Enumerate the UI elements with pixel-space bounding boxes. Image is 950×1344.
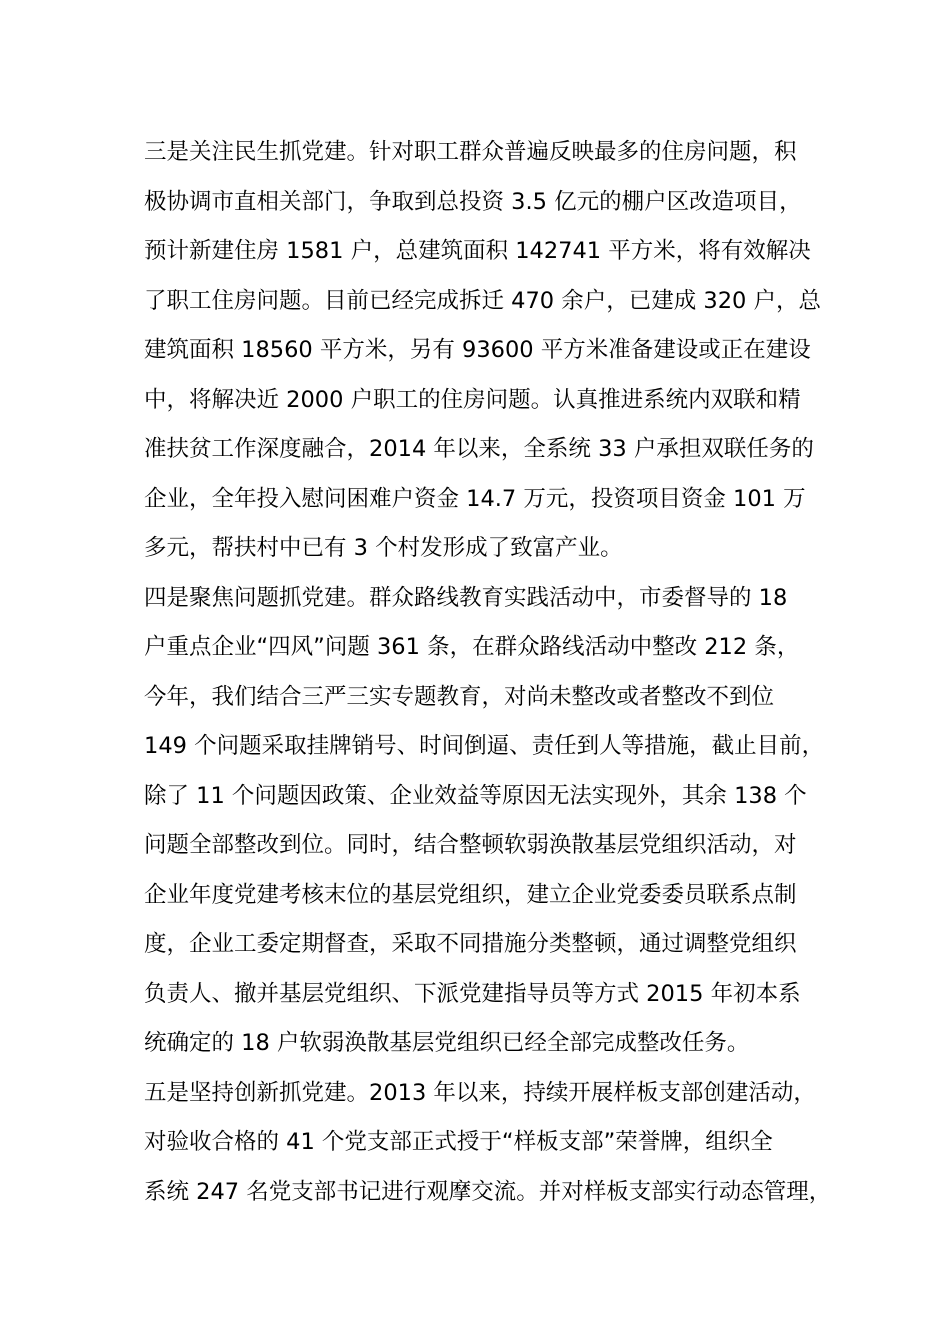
text-line: 除了 11 个问题因政策、企业效益等原因无法实现外，其余 138 个 xyxy=(144,782,807,809)
text-line: 企业，全年投入慰问困难户资金 14.7 万元，投资项目资金 101 万 xyxy=(144,485,806,512)
text-line: 准扶贫工作深度融合，2014 年以来，全系统 33 户承担双联任务的 xyxy=(144,436,814,462)
text-line: 极协调市直相关部门，争取到总投资 3.5 亿元的棚户区改造项目， xyxy=(144,188,802,215)
text-line: 系统 247 名党支部书记进行观摩交流。并对样板支部实行动态管理， xyxy=(144,1178,832,1205)
text-line: 度，企业工委定期督查，采取不同措施分类整顿，通过调整党组织 xyxy=(144,931,797,957)
text-line: 问题全部整改到位。同时，结合整顿软弱涣散基层党组织活动，对 xyxy=(144,832,797,858)
text-line: 三是关注民生抓党建。针对职工群众普遍反映最多的住房问题，积 xyxy=(144,139,797,165)
text-line: 企业年度党建考核末位的基层党组织，建立企业党委委员联系点制 xyxy=(144,881,797,908)
text-line: 预计新建住房 1581 户，总建筑面积 142741 平方米，将有效解决 xyxy=(144,238,811,264)
text-line: 对验收合格的 41 个党支部正式授于“样板支部”荣誉牌，组织全 xyxy=(144,1129,773,1155)
text-line: 了职工住房问题。目前已经完成拆迁 470 余户，已建成 320 户，总 xyxy=(144,287,822,314)
text-line: 今年，我们结合三严三实专题教育，对尚未整改或者整改不到位 xyxy=(144,683,775,710)
text-line: 五是坚持创新抓党建。2013 年以来，持续开展样板支部创建活动， xyxy=(144,1079,816,1106)
text-line: 四是聚焦问题抓党建。群众路线教育实践活动中，市委督导的 18 xyxy=(144,584,788,611)
text-line: 中，将解决近 2000 户职工的住房问题。认真推进系统内双联和精 xyxy=(144,386,801,413)
paragraph-livelihood xyxy=(144,128,824,574)
paragraph-problem-focus xyxy=(144,574,824,1069)
text-line: 户重点企业“四风”问题 361 条，在群众路线活动中整改 212 条， xyxy=(144,634,800,660)
document-body xyxy=(144,128,832,1217)
text-line: 建筑面积 18560 平方米，另有 93600 平方米准备建设或正在建设 xyxy=(144,337,811,363)
text-line: 149 个问题采取挂牌销号、时间倒逼、责任到人等措施，截止目前， xyxy=(144,733,825,759)
paragraph-innovation xyxy=(144,1069,832,1218)
text-line: 负责人、撤并基层党组织、下派党建指导员等方式 2015 年初本系 xyxy=(144,980,801,1007)
text-line: 统确定的 18 户软弱涣散基层党组织已经全部完成整改任务。 xyxy=(144,1030,750,1056)
text-line: 多元，帮扶村中已有 3 个村发形成了致富产业。 xyxy=(144,535,623,561)
